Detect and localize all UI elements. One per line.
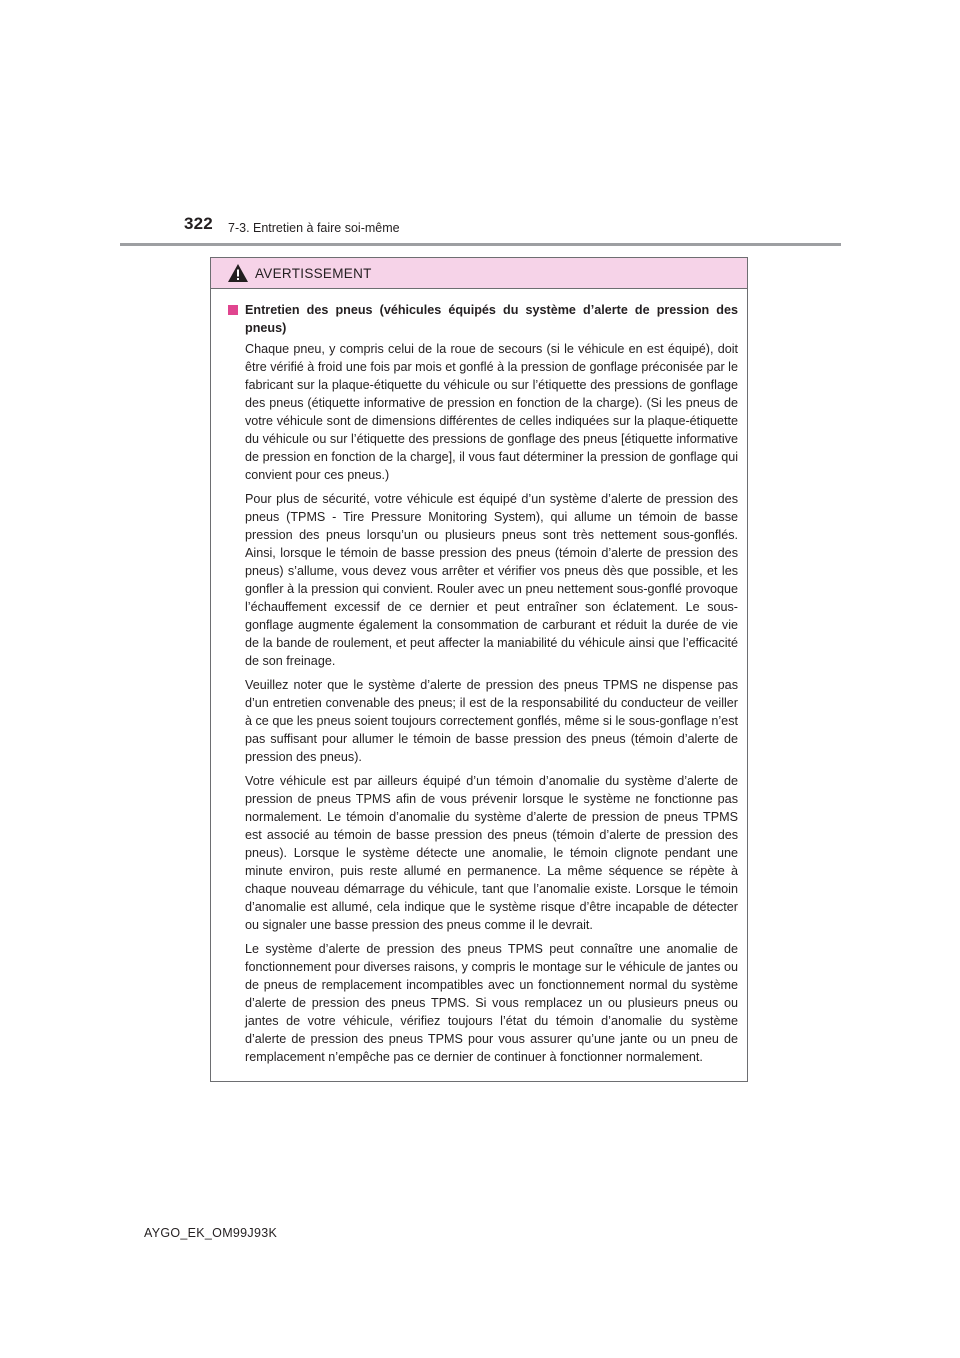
- paragraph: Le système d’alerte de pression des pneus TPMS peut connaître une anomalie de fonctionnement pour diverses raisons, y compris le montage sur le véhicule de jantes ou de pneus de remplacement incompatibles avec un fonctionnement normal du système d’alerte de pression des pneus TPMS. Si vous remplacez un ou plusieurs pneus ou jantes de votre véhicule, vérifiez toujours l’état du témoin d’anomalie du système d’alerte de pression des pneus TPMS pour vous assurer qu’une jante ou un pneu de remplacement n’empêche pas ce dernier de continuer à fonctionner normalement.: [245, 942, 738, 1064]
- paragraph: Veuillez noter que le système d’alerte de pression des pneus TPMS ne dispense pas d’un entretien convenable des pneus; il est de la responsabilité du conducteur de veiller à ce que les pneus soient toujours correctement gonflés, même si le sous-gonflage n’est pas suffisant pour allumer le témoin de basse pression des pneus (témoin d’alerte de pression des pneus).: [245, 678, 738, 764]
- header-rule: [120, 243, 841, 246]
- warning-heading-text: Entretien des pneus (véhicules équipés du système d’alerte de pression des pneus): [245, 303, 738, 335]
- warning-label: AVERTISSEMENT: [255, 265, 372, 281]
- warning-triangle-icon: [227, 263, 249, 283]
- bullet-square-icon: [228, 305, 238, 315]
- warning-body: [211, 289, 747, 1066]
- section-title: 7-3. Entretien à faire soi-même: [228, 221, 400, 235]
- paragraph: Votre véhicule est par ailleurs équipé d’un témoin d’anomalie du système d’alerte de pression de pneus TPMS afin de vous prévenir lorsque le système ne fonctionne pas normalement. Le témoin d’anomalie du système d’alerte de pression de pneus TPMS est associé au témoin de basse pression des pneus (témoin d’alerte de pression des pneus). Lorsque le système détecte une anomalie, le témoin clignote pendant une minute environ, puis reste allumé en permanence. La même séquence se répète à chaque nouveau démarrage du véhicule, tant que l’anomalie existe. Lorsque le témoin d’anomalie est allumé, cela indique que le système risque d’être incapable de détecter ou signaler une basse pression des pneus comme il le devrait.: [245, 774, 738, 932]
- page-number: 322: [184, 214, 213, 233]
- paragraph: Pour plus de sécurité, votre véhicule est équipé d’un système d’alerte de pression des pneus (TPMS - Tire Pressure Monitoring System), qui allume un témoin de basse pression des pneus lorsqu’un ou plusieurs pneus sont très nettement sous-gonflés. Ainsi, lorsque le témoin de basse pression des pneus (témoin d’alerte de pression des pneus) s’allume, vous devez vous arrêter et vérifier vos pneus dès que possible, et les gonfler à la pression qui convient. Rouler avec un pneu nettement sous-gonflé provoque l’échauffement excessif de ce dernier et peut entraîner son éclatement. Le sous-gonflage augmente également la consommation de carburant et réduit la durée de vie de la bande de roulement, et peut affecter la maniabilité du véhicule ainsi que l’efficacité de son freinage.: [245, 492, 738, 668]
- warning-box: [210, 257, 748, 1082]
- warning-header: [211, 258, 747, 289]
- paragraph: Chaque pneu, y compris celui de la roue de secours (si le véhicule en est équipé), doit être vérifié à froid une fois par mois et gonflé à la pression de gonflage préconisée par le fabricant sur la plaque-étiquette du véhicule ou sur l’étiquette des pressions de gonflage des pneus (étiquette informative de pression en fonction de la charge). (Si les pneus de votre véhicule sont de dimensions différentes de celles indiquées sur la plaque-étiquette du véhicule ou sur l’étiquette des pressions de gonflage des pneus [étiquette informative de pression en fonction de la charge], il vous faut déterminer la pression de gonflage qui convient pour ces pneus.): [245, 342, 738, 482]
- document-code: AYGO_EK_OM99J93K: [144, 1226, 278, 1240]
- warning-heading: [228, 301, 738, 337]
